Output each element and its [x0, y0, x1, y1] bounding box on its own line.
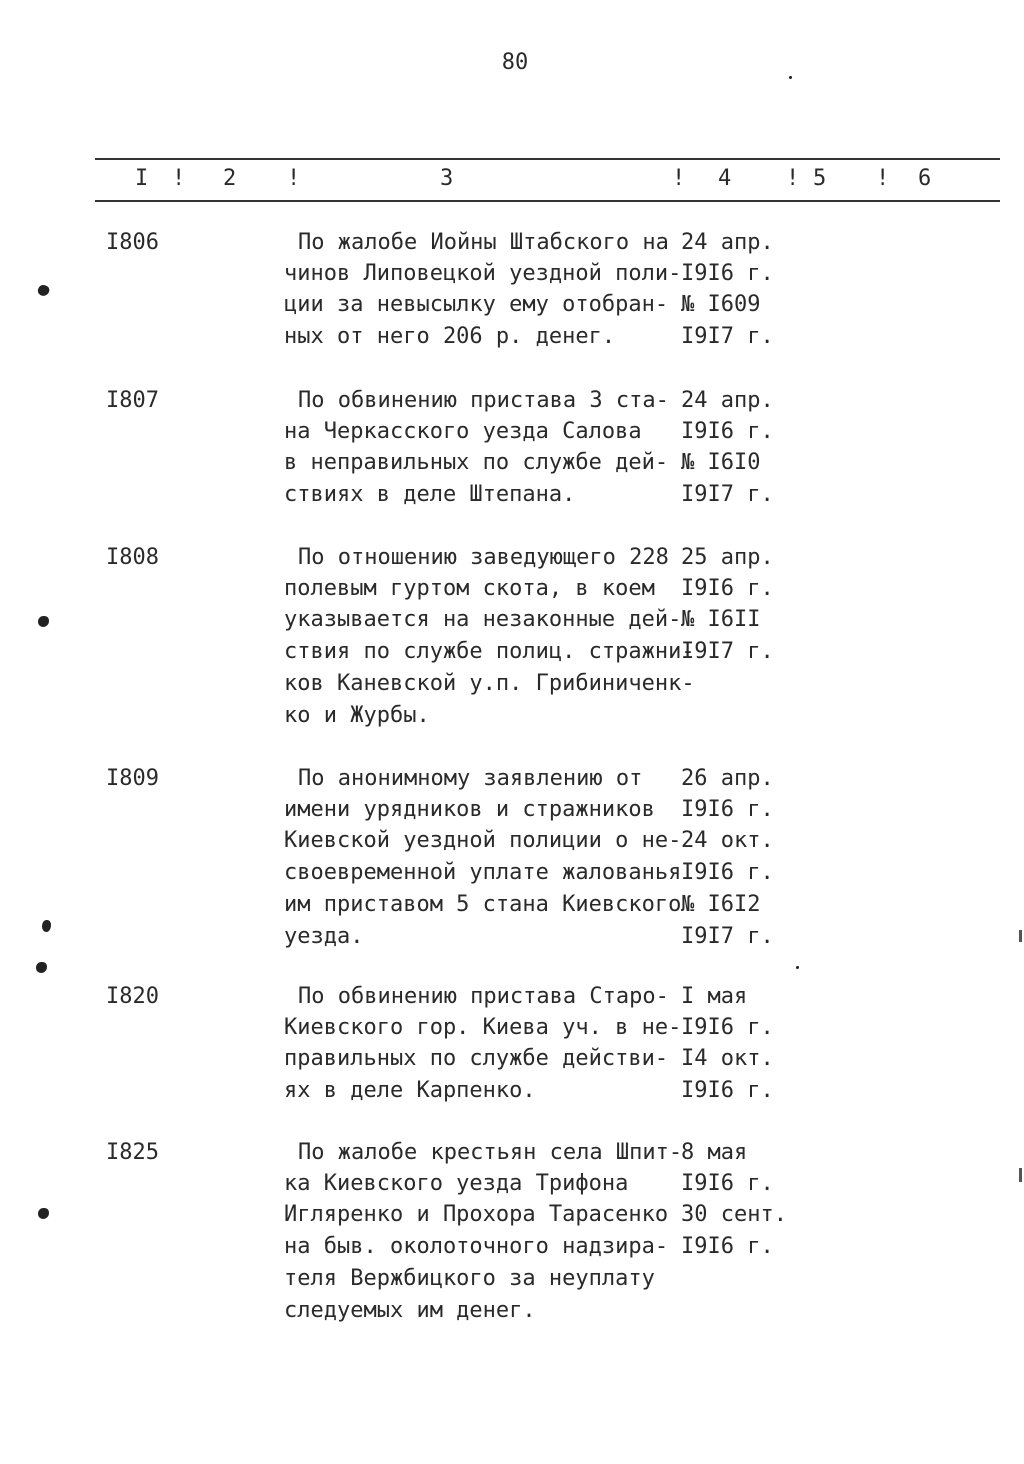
- header-separator-1: !: [172, 166, 186, 191]
- binding-hole-mark: [38, 616, 49, 627]
- edge-mark: [1019, 1168, 1022, 1182]
- description-line: По анонимному заявлению от: [298, 766, 643, 791]
- description-line: чинов Липовецкой уездной поли-: [284, 261, 682, 286]
- date-line: I9I6 г.: [681, 797, 774, 822]
- entry-number: I808: [106, 545, 159, 570]
- description-line: теля Вержбицкого за неуплату: [284, 1266, 655, 1291]
- entry-number: I820: [106, 984, 159, 1009]
- date-line: 30 сент.: [681, 1202, 787, 1227]
- date-line: I мая: [681, 984, 748, 1009]
- description-line: своевременной уплате жалованья: [284, 860, 682, 885]
- description-line: По обвинению пристава 3 ста-: [298, 388, 669, 413]
- header-separator-2: !: [287, 166, 301, 191]
- date-line: I9I6 г.: [681, 1015, 774, 1040]
- date-line: 24 апр.: [681, 388, 774, 413]
- date-line: I9I7 г.: [681, 482, 774, 507]
- description-line: ях в деле Карпенко.: [284, 1078, 536, 1103]
- description-line: ка Киевского уезда Трифона: [284, 1171, 629, 1196]
- scan-speck: [796, 966, 799, 969]
- description-line: ко и Журбы.: [284, 703, 430, 728]
- date-line: № I6I2: [681, 892, 761, 917]
- header-separator-3: !: [672, 166, 686, 191]
- date-line: 24 апр.: [681, 230, 774, 255]
- date-line: I9I6 г.: [681, 1171, 774, 1196]
- description-line: ных от него 206 р. денег.: [284, 324, 616, 349]
- date-line: I9I7 г.: [681, 324, 774, 349]
- date-line: I4 окт.: [681, 1046, 774, 1071]
- date-line: I9I6 г.: [681, 261, 774, 286]
- header-col-4: 4: [718, 166, 732, 191]
- date-line: I9I6 г.: [681, 860, 774, 885]
- date-line: I9I6 г.: [681, 419, 774, 444]
- date-line: 8 мая: [681, 1140, 748, 1165]
- page-number: 80: [501, 50, 529, 75]
- description-line: По обвинению пристава Старо-: [298, 984, 669, 1009]
- binding-hole-mark: [42, 920, 51, 932]
- description-line: ков Каневской у.п. Грибиниченк-: [284, 671, 695, 696]
- header-col-2: 2: [223, 166, 237, 191]
- date-line: I9I6 г.: [681, 1078, 774, 1103]
- binding-hole-mark: [36, 283, 51, 298]
- description-line: им приставом 5 стана Киевского: [284, 892, 682, 917]
- header-col-6: 6: [918, 166, 932, 191]
- description-line: полевым гуртом скота, в коем: [284, 576, 655, 601]
- description-line: в неправильных по службе дей-: [284, 450, 669, 475]
- description-line: По жалобе крестьян села Шпит-: [298, 1140, 683, 1165]
- description-line: По отношению заведующего 228: [298, 545, 669, 570]
- description-line: на быв. околоточного надзира-: [284, 1234, 669, 1259]
- table-header-row: [0, 166, 1024, 194]
- date-line: I9I7 г.: [681, 639, 774, 664]
- entry-number: I806: [106, 230, 159, 255]
- table-header-rule: [95, 200, 1000, 202]
- header-separator-4: !: [786, 166, 800, 191]
- description-line: ствиях в деле Штепана.: [284, 482, 576, 507]
- edge-mark: [1019, 930, 1022, 942]
- description-line: уезда.: [284, 924, 364, 949]
- description-line: имени урядников и стражников: [284, 797, 655, 822]
- entry-number: I825: [106, 1140, 159, 1165]
- date-line: I9I7 г.: [681, 924, 774, 949]
- binding-hole-mark: [36, 962, 47, 973]
- description-line: Киевского гор. Киева уч. в не-: [284, 1015, 682, 1040]
- date-line: № I6I0: [681, 450, 761, 475]
- description-line: ствия по службе полиц. стражни-: [284, 639, 695, 664]
- description-line: на Черкасского уезда Салова: [284, 419, 642, 444]
- description-line: Игляренко и Прохора Тарасенко: [284, 1202, 669, 1227]
- description-line: По жалобе Иойны Штабского на: [298, 230, 669, 255]
- date-line: 24 окт.: [681, 828, 774, 853]
- table-top-rule: [95, 158, 1000, 160]
- binding-hole-mark: [38, 1208, 49, 1219]
- header-separator-5: !: [876, 166, 890, 191]
- header-col-3: 3: [440, 166, 454, 191]
- date-line: 26 апр.: [681, 766, 774, 791]
- description-line: Киевской уездной полиции о не-: [284, 828, 682, 853]
- header-col-5: 5: [813, 166, 827, 191]
- date-line: № I6II: [681, 607, 761, 632]
- entry-number: I807: [106, 388, 159, 413]
- date-line: I9I6 г.: [681, 576, 774, 601]
- date-line: № I609: [681, 292, 761, 317]
- description-line: ции за невысылку ему отобран-: [284, 292, 669, 317]
- date-line: I9I6 г.: [681, 1234, 774, 1259]
- scan-speck: [789, 76, 792, 79]
- entry-number: I809: [106, 766, 159, 791]
- description-line: указывается на незаконные дей-: [284, 607, 682, 632]
- date-line: 25 апр.: [681, 545, 774, 570]
- description-line: правильных по службе действи-: [284, 1046, 669, 1071]
- header-col-1: I: [135, 166, 149, 191]
- description-line: следуемых им денег.: [284, 1298, 536, 1323]
